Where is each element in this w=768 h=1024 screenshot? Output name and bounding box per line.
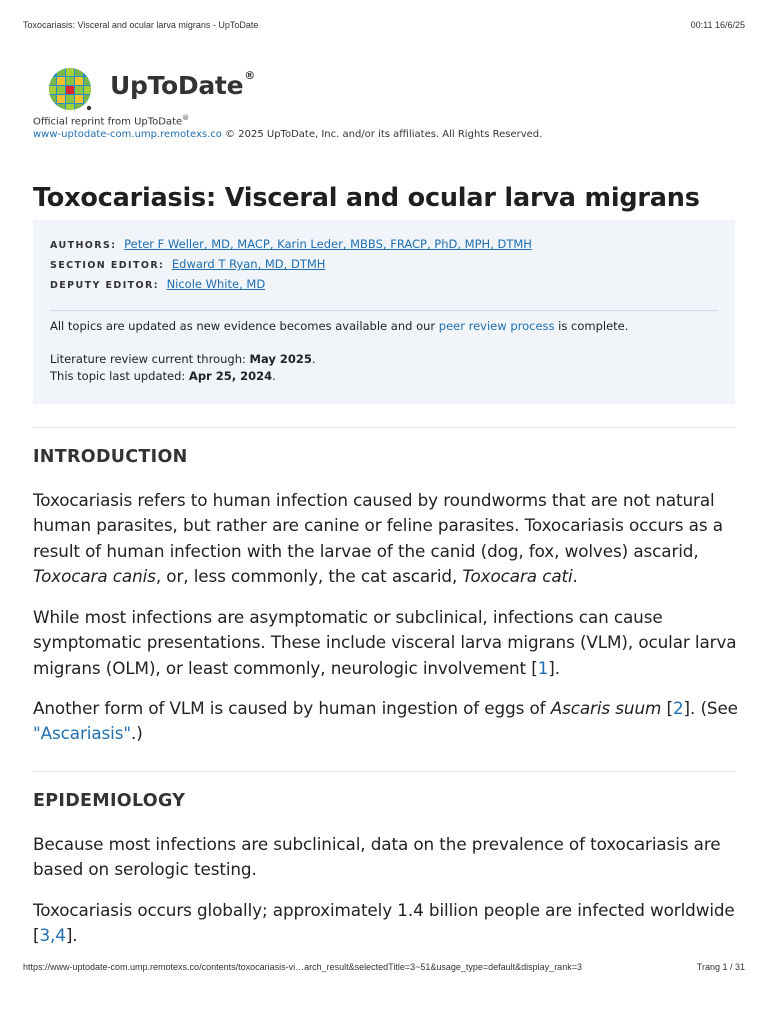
reference-link-2[interactable]: 2 xyxy=(672,698,684,718)
site-link[interactable]: www-uptodate-com.ump.remotexs.co xyxy=(33,129,222,140)
section-divider xyxy=(33,771,735,772)
uptodate-wordmark: UpToDate® xyxy=(110,69,255,100)
section-divider xyxy=(33,427,735,428)
deputy-editor-line: DEPUTY EDITOR: Nicole White, MD xyxy=(50,277,266,291)
authors-link[interactable]: Peter F Weller, MD, MACP, Karin Leder, MBBS, FRACP, PhD, MPH, DTMH xyxy=(124,237,532,251)
peer-review-link[interactable]: peer review process xyxy=(438,319,555,333)
reprint-label: Official reprint from UpToDate® xyxy=(33,114,190,128)
page-title: Toxocariasis: Visceral and ocular larva migrans xyxy=(33,183,700,213)
topic-info-box xyxy=(33,220,735,404)
reference-link-3-4[interactable]: 3,4 xyxy=(39,925,66,946)
authors-line: AUTHORS: Peter F Weller, MD, MACP, Karin Leder, MBBS, FRACP, PhD, MPH, DTMH xyxy=(50,237,532,251)
reference-link-1[interactable]: 1 xyxy=(537,657,549,678)
print-footer-url: https://www-uptodate-com.ump.remotexs.co/contents/toxocariasis-vi…arch_result&selectedTitle=3~51&usage_type=default&display_rank=3 xyxy=(23,962,582,972)
print-header-title: Toxocariasis: Visceral and ocular larva migrans - UpToDate xyxy=(23,20,259,30)
introduction-paragraph-2: While most infections are asymptomatic or subclinical, infections can cause symptomatic presentations. These include visceral larva migrans (VLM), ocular larva migrans (OLM), or least commonly, neurologic involvement [1]. xyxy=(33,607,737,678)
section-editor-line: SECTION EDITOR: Edward T Ryan, MD, DTMH xyxy=(50,257,326,271)
section-editor-link[interactable]: Edward T Ryan, MD, DTMH xyxy=(171,257,326,271)
ascariasis-link[interactable]: "Ascariasis" xyxy=(33,723,131,744)
introduction-heading: INTRODUCTION xyxy=(33,447,188,467)
info-divider xyxy=(50,310,718,311)
epidemiology-paragraph-1: Because most infections are subclinical, data on the prevalence of toxocariasis are based on serologic testing. xyxy=(33,834,721,880)
introduction-paragraph-1: Toxocariasis refers to human infection caused by roundworms that are not natural human parasites, but rather are canine or feline parasites. Toxocariasis occurs as a result of human infection with the larvae of the canid (dog, fox, wolves) ascarid, Toxocara canis, or, less commonly, the cat ascarid, Toxocara cati. xyxy=(33,490,723,586)
update-notice: All topics are updated as new evidence becomes available and our peer review process is complete. xyxy=(50,319,629,333)
literature-review-line: Literature review current through: May 2025. xyxy=(50,352,316,366)
introduction-paragraph-3: Another form of VLM is caused by human ingestion of eggs of Ascaris suum [2]. (See "Ascariasis".) xyxy=(33,698,738,744)
epidemiology-heading: EPIDEMIOLOGY xyxy=(33,791,186,811)
deputy-editor-link[interactable]: Nicole White, MD xyxy=(166,277,266,291)
print-header-datetime: 00:11 16/6/25 xyxy=(690,20,745,30)
last-updated-line: This topic last updated: Apr 25, 2024. xyxy=(50,369,276,383)
print-footer-page-number: Trang 1 / 31 xyxy=(696,962,745,972)
print-footer xyxy=(23,962,745,974)
uptodate-globe-icon xyxy=(48,68,94,112)
print-header xyxy=(23,20,745,32)
reprint-copyright: www-uptodate-com.ump.remotexs.co © 2025 UpToDate, Inc. and/or its affiliates. All Rights Reserved. xyxy=(33,129,543,140)
epidemiology-paragraph-2: Toxocariasis occurs globally; approximately 1.4 billion people are infected worldwide [3,4]. xyxy=(33,900,735,946)
